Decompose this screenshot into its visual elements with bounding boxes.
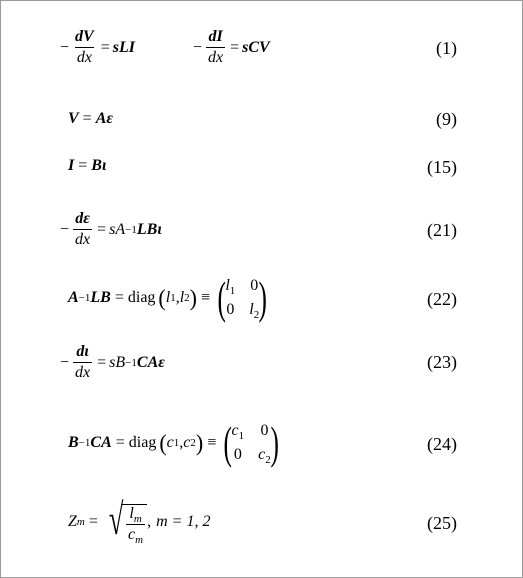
- fraction-dV-dx: $\frac{dV}{dx}$: [75, 28, 94, 66]
- equation-number-9: (9): [436, 109, 457, 129]
- equation-number-21: (21): [427, 220, 457, 240]
- fraction-deps-dx: $\frac{d\varepsilon}{dx}$: [75, 210, 91, 248]
- equation-15: I = Bι: [68, 157, 107, 174]
- equation-23: − $\frac{d\iota}{dx}$ = sB −1 CAε: [60, 343, 165, 381]
- equation-9: V = Aε: [68, 110, 113, 127]
- sqrt-expression: √ $\frac{l_m}{c_m}$: [104, 500, 147, 544]
- equation-number-25: (25): [427, 513, 457, 533]
- equation-number-24: (24): [427, 434, 457, 454]
- equation-25: Z m = √ $\frac{l_m}{c_m}$ , m = 1, 2: [68, 495, 211, 546]
- fraction-dI-dx: $\frac{dI}{dx}$: [208, 28, 224, 66]
- equation-number-15: (15): [427, 157, 457, 177]
- equation-1: − $\frac{dV}{dx}$ = sLI − $\frac{dI}{dx}$ = sCV: [60, 28, 270, 66]
- equation-21: − $\frac{d\varepsilon}{dx}$ = sA −1 LBι: [60, 210, 162, 248]
- equation-number-1: (1): [436, 38, 457, 58]
- matrix-l: $l_1$ 0 0 $l_2$: [225, 277, 260, 321]
- equation-number-22: (22): [427, 289, 457, 309]
- equation-22: A −1 LB = diag ( l 1 , l 2 ) ≡ ( $l_1$ 0 0 $l_2$ ): [68, 272, 268, 323]
- matrix-c: $c_1$ 0 0 $c_2$: [231, 422, 271, 466]
- equation-number-23: (23): [427, 352, 457, 372]
- fraction-diota-dx: $\frac{d\iota}{dx}$: [75, 343, 91, 381]
- equation-24: B −1 CA = diag ( c 1 , c 2 ) ≡ ( $c_1$ 0 0 $c_2$ ): [68, 417, 279, 468]
